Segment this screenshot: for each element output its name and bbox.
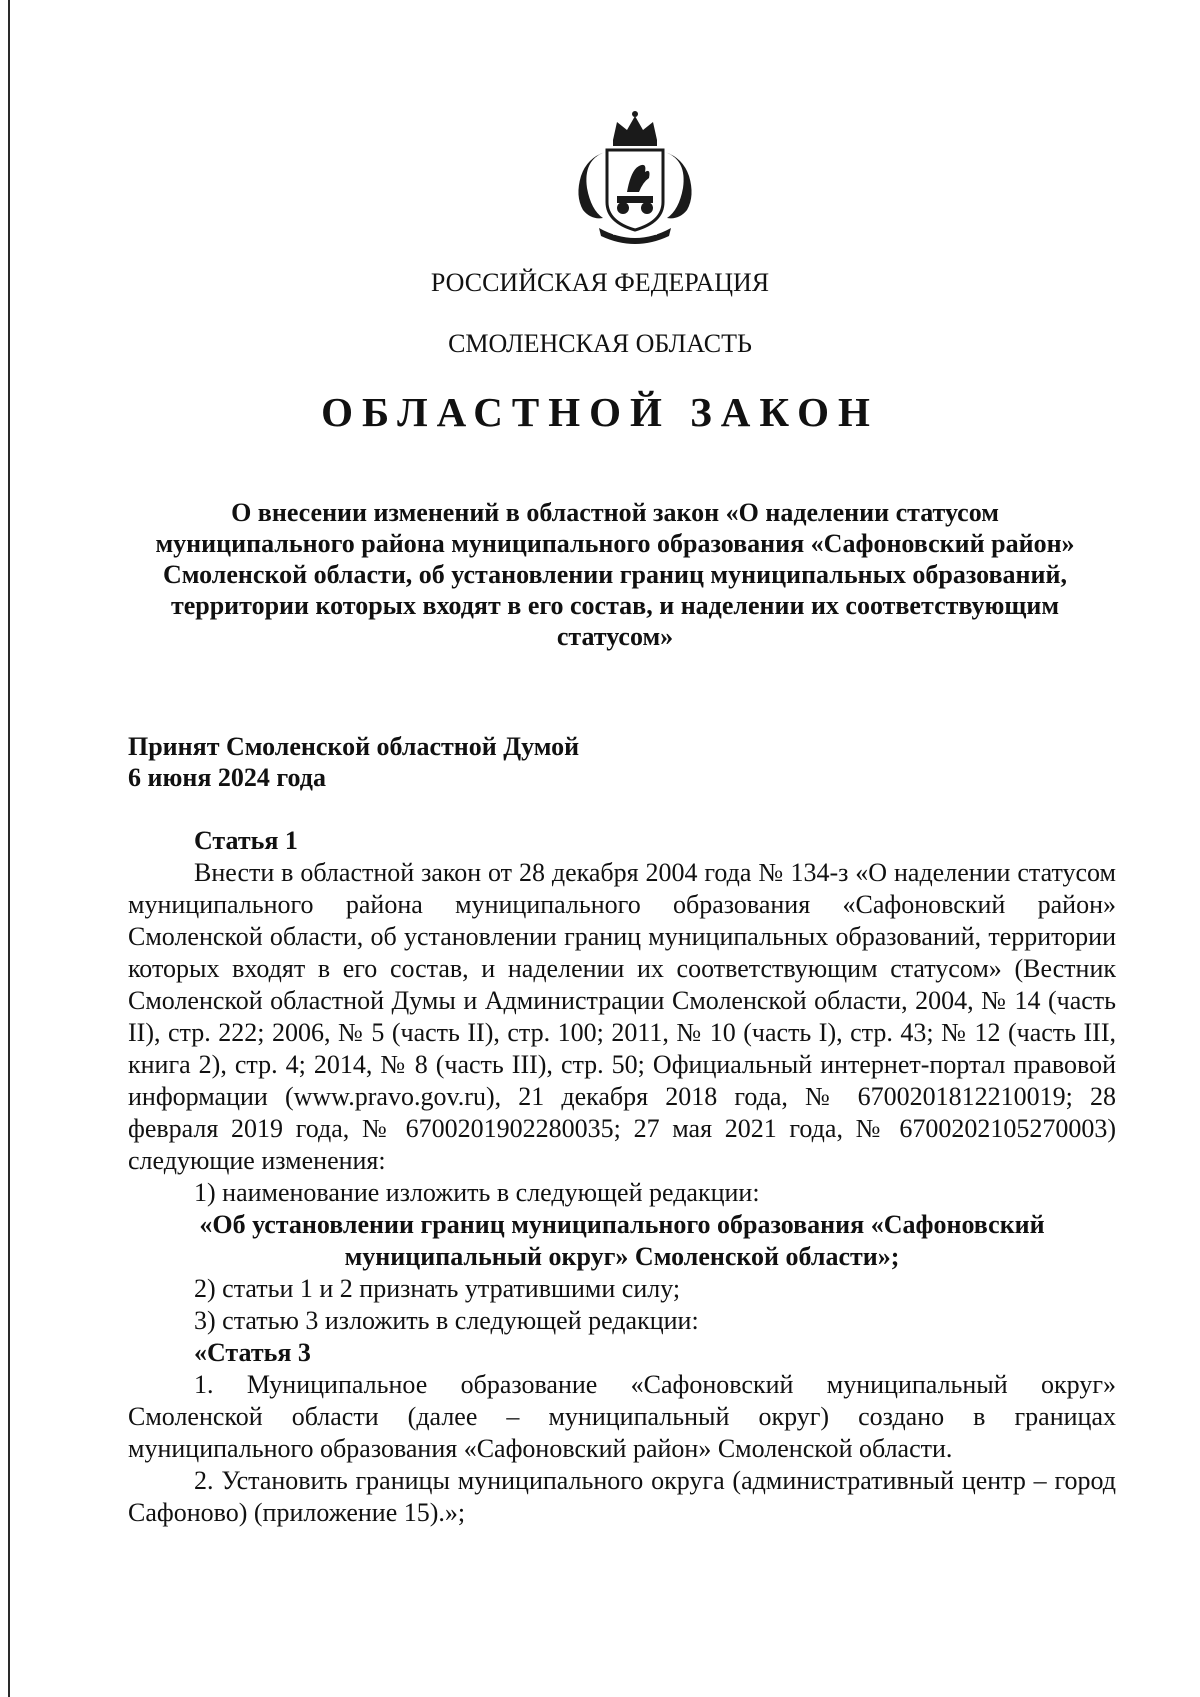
doc-type-heading: ОБЛАСТНОЙ ЗАКОН <box>321 389 879 435</box>
article-1 <box>128 825 1116 1529</box>
article-item-1: 1) наименование изложить в следующей редакции: <box>194 1178 760 1207</box>
new-law-name: «Об установлении границ муниципального образования «Сафоновский муниципальный округ» Смоленской области»; <box>199 1210 1045 1271</box>
article-item-3: 3) статью 3 изложить в следующей редакции: <box>194 1306 699 1335</box>
law-title: О внесении изменений в областной закон «О наделении статусом муниципального района муниципального образования «Сафоновский район» Смоленской области, об установлении границ муниципальных образований, территории которых входят в его состав, и наделении их соответствующим статусом» <box>155 498 1075 651</box>
federation-heading: РОССИЙСКАЯ ФЕДЕРАЦИЯ <box>430 268 770 297</box>
scan-edge-line <box>8 0 10 1697</box>
article-heading: Статья 1 <box>194 826 298 855</box>
region-heading: СМОЛЕНСКАЯ ОБЛАСТЬ <box>448 329 752 358</box>
article-item-2: 2) статьи 1 и 2 признать утратившими силу; <box>194 1274 681 1303</box>
adoption-date: 6 июня 2024 года <box>128 763 326 792</box>
new-article-heading: «Статья 3 <box>194 1338 311 1367</box>
new-article-paragraph-2: 2. Установить границы муниципального округа (административный центр – город Сафоново) (приложение 15).»; <box>128 1466 1116 1527</box>
new-article-paragraph-1: 1. Муниципальное образование «Сафоновский муниципальный округ» Смоленской области (далее – муниципальный округ) создано в границах муниципального образования «Сафоновский район» Смоленской области. <box>128 1370 1116 1463</box>
adoption-line: Принят Смоленской областной Думой <box>128 732 580 761</box>
adoption-block <box>128 731 828 793</box>
smolensk-coat-of-arms-icon <box>573 110 697 250</box>
article-intro: Внести в областной закон от 28 декабря 2004 года № 134-з «О наделении статусом муниципального района муниципального образования «Сафоновский район» Смоленской области, об установлении границ муниципальных образований, территории которых входят в его состав, и наделении их соответствующим статусом» (Вестник Смоленской областной Думы и Администрации Смоленской области, 2004, № 14 (часть II), стр. 222; 2006, № 5 (часть II), стр. 100; 2011, № 10 (часть I), стр. 43; № 12 (часть III, книга 2), стр. 4; 2014, № 8 (часть III), стр. 50; Официальный интернет-портал правовой информации (www.pravo.gov.ru), 21 декабря 2018 года, № 6700201812210019; 28 февраля 2019 года, № 6700201902280035; 27 мая 2021 года, № 6700202105270003) следующие изменения: <box>128 858 1116 1175</box>
